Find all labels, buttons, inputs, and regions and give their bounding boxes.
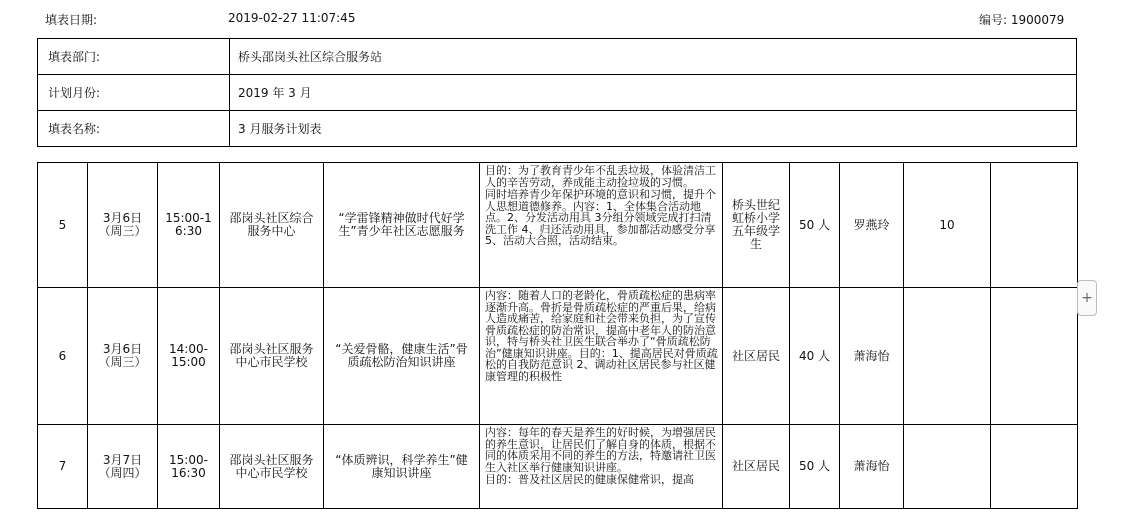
date-label: 填表日期: bbox=[45, 13, 98, 27]
info-table bbox=[37, 38, 1077, 147]
row-target: 社区居民 bbox=[723, 288, 790, 425]
month-label: 计划月份: bbox=[38, 75, 230, 111]
record-number bbox=[979, 11, 1064, 28]
department-label: 填表部门: bbox=[38, 39, 230, 75]
info-row-name bbox=[38, 111, 1077, 147]
row-date: 3月6日（周三） bbox=[88, 163, 158, 288]
department-value: 桥头邵岗头社区综合服务站 bbox=[230, 39, 1077, 75]
row-person: 萧海怡 bbox=[840, 288, 904, 425]
row-place: 邵岗头社区服务中心市民学校 bbox=[220, 425, 324, 509]
number-label: 编号: bbox=[979, 13, 1008, 27]
row-date: 3月7日（周四） bbox=[88, 425, 158, 509]
row-number: 5 bbox=[38, 163, 88, 288]
form-name-label: 填表名称: bbox=[38, 111, 230, 147]
expand-button[interactable] bbox=[1077, 280, 1097, 316]
row-count: 50 人 bbox=[790, 425, 840, 509]
month-value: 2019 年 3 月 bbox=[230, 75, 1077, 111]
row-target: 社区居民 bbox=[723, 425, 790, 509]
row-place: 邵岗头社区服务中心市民学校 bbox=[220, 288, 324, 425]
row-description bbox=[480, 163, 723, 288]
plus-icon: + bbox=[1081, 290, 1093, 306]
plan-table bbox=[37, 162, 1078, 509]
row-title: “学雷锋精神做时代好学生”青少年社区志愿服务 bbox=[324, 163, 480, 288]
row-time: 15:00-16:30 bbox=[158, 425, 220, 509]
row-person: 罗燕玲 bbox=[840, 163, 904, 288]
row-time: 15:00-16:30 bbox=[158, 163, 220, 288]
row-person: 萧海怡 bbox=[840, 425, 904, 509]
row-extra2 bbox=[991, 163, 1078, 288]
number-value: 1900079 bbox=[1010, 13, 1065, 27]
row-count: 50 人 bbox=[790, 163, 840, 288]
row-title: “体质辨识，科学养生”健康知识讲座 bbox=[324, 425, 480, 509]
row-place: 邵岗头社区综合服务中心 bbox=[220, 163, 324, 288]
form-name-value: 3 月服务计划表 bbox=[230, 111, 1077, 147]
row-number: 6 bbox=[38, 288, 88, 425]
description-paragraph: 目的：普及社区居民的健康保健常识，提高 bbox=[485, 473, 694, 486]
row-extra2 bbox=[991, 425, 1078, 509]
row-target: 桥头世纪虹桥小学五年级学生 bbox=[723, 163, 790, 288]
row-count: 40 人 bbox=[790, 288, 840, 425]
row-extra2 bbox=[991, 288, 1078, 425]
row-description bbox=[480, 288, 723, 425]
row-time: 14:00-15:00 bbox=[158, 288, 220, 425]
table-row bbox=[38, 288, 1078, 425]
row-extra bbox=[904, 425, 991, 509]
row-title: “关爱骨骼，健康生活”骨质疏松防治知识讲座 bbox=[324, 288, 480, 425]
row-extra bbox=[904, 288, 991, 425]
row-description bbox=[480, 425, 723, 509]
table-row bbox=[38, 163, 1078, 288]
row-date: 3月6日（周三） bbox=[88, 288, 158, 425]
description-paragraph: 同时培养青少年保护环境的意识和习惯，提升个人思想道德修养。内容：1、全体集合活动地点。2、分发活动用具 3分组分领域完成打扫清洗工作 4、归还活动用具，参加都活动感受分享 5、活动大合照，活动结束。 bbox=[485, 188, 716, 247]
row-extra: 10 bbox=[904, 163, 991, 288]
info-row-department bbox=[38, 39, 1077, 75]
table-row bbox=[38, 425, 1078, 509]
row-number: 7 bbox=[38, 425, 88, 509]
description-paragraph: 内容：随着人口的老龄化，骨质疏松症的患病率逐渐升高。骨折是骨质疏松症的严重后果，给病人造成痛苦，给家庭和社会带来负担，为了宣传骨质疏松症的防治常识，提高中老年人的防治意识，特与桥头社卫医生联合举办了“骨质疏松防治”健康知识讲座。目的：1、提高居民对骨质疏松的自我防范意识 2、调动社区居民参与社区健康管理的积极性 bbox=[485, 289, 718, 383]
description-paragraph: 内容：每年的春天是养生的好时候，为增强居民的养生意识，让居民们了解自身的体质，根据不同的体质采用不同的养生的方法，特邀请社卫医生入社区举行健康知识讲座。 bbox=[485, 426, 716, 474]
date-value: 2019-02-27 11:07:45 bbox=[228, 11, 356, 25]
description-paragraph: 目的：为了教育青少年不乱丢垃圾，体验清洁工人的辛苦劳动，养成能主动捡垃圾的习惯。 bbox=[485, 164, 716, 189]
info-row-month bbox=[38, 75, 1077, 111]
